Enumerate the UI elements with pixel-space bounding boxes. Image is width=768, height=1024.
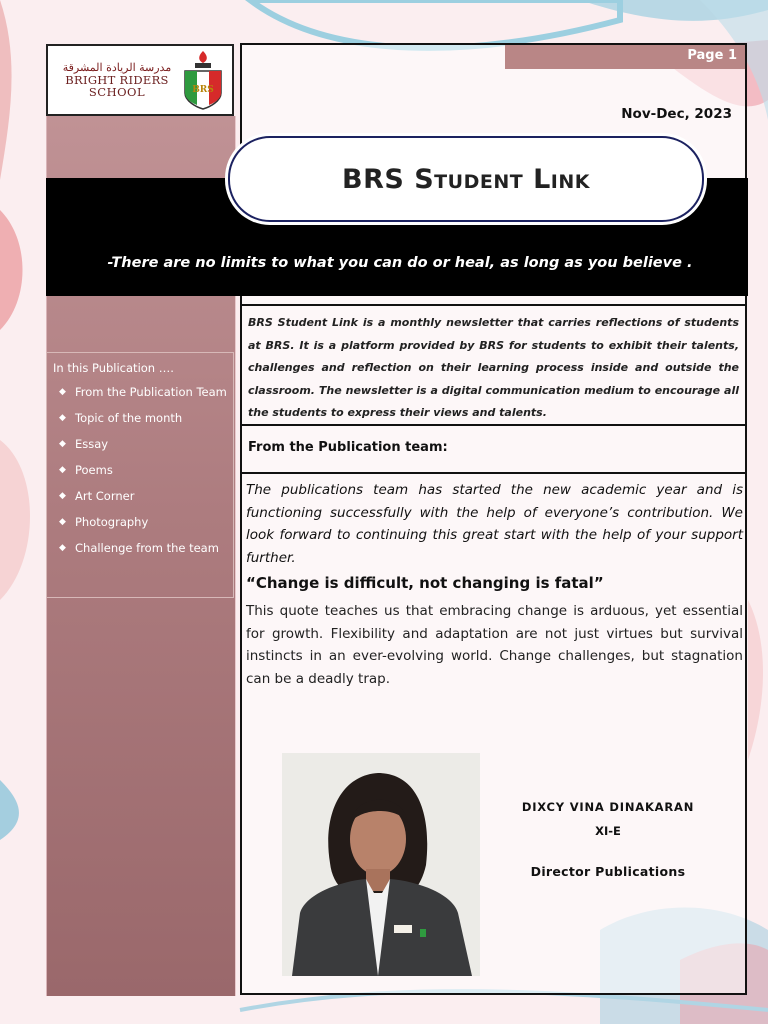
toc-item[interactable] — [53, 513, 227, 532]
diamond-bullet-icon: ◆ — [59, 465, 66, 475]
toc-item[interactable] — [53, 409, 227, 428]
quote-paragraph: This quote teaches us that embracing change is arduous, yet essential for growth. Flexibility and adaptation are not just virtues but survival instincts in an ever-evolving world. Change challenges, but stagnation can be a deadly trap. — [246, 603, 743, 687]
logo-arabic-name: مدرسة الريادة المشرقة — [62, 61, 172, 75]
toc-item[interactable] — [53, 461, 227, 480]
diamond-bullet-icon: ◆ — [59, 491, 66, 501]
page-number-tab: Page 1 — [505, 45, 745, 69]
author-info — [498, 800, 718, 879]
school-logo — [46, 44, 234, 116]
diamond-bullet-icon: ◆ — [59, 543, 66, 553]
author-photo — [282, 753, 480, 976]
toc-item-label: Art Corner — [75, 489, 135, 503]
section-heading: From the Publication team: — [248, 440, 448, 455]
toc-item-label: From the Publication Team — [75, 385, 227, 399]
author-class: XI-E — [595, 824, 621, 838]
toc-title: In this Publication …. — [53, 361, 174, 375]
author-role: Director Publications — [530, 864, 686, 879]
logo-name-line2: SCHOOL — [88, 84, 146, 99]
logo-name-line1: BRIGHT RIDERS — [65, 72, 169, 87]
crest-text: BRS — [192, 85, 214, 95]
diamond-bullet-icon: ◆ — [59, 517, 66, 527]
portrait-image — [282, 753, 480, 976]
logo-text — [54, 62, 180, 98]
motto: -There are no limits to what you can do or heal, as long as you believe . — [107, 255, 693, 271]
toc-item-label: Essay — [75, 437, 109, 451]
toc-item-label: Photography — [75, 515, 149, 529]
toc-item-label: Poems — [75, 463, 113, 477]
toc-item[interactable] — [53, 539, 227, 558]
newsletter-title: BRS Student Link — [342, 163, 590, 195]
section-divider — [242, 472, 745, 474]
toc-item-label: Topic of the month — [75, 411, 183, 425]
quote-heading: “Change is difficult, not changing is fatal” — [246, 574, 604, 592]
table-of-contents — [46, 352, 234, 598]
diamond-bullet-icon: ◆ — [59, 439, 66, 449]
team-paragraph: The publications team has started the new academic year and is functioning successfully with the help of everyone’s contribution. We look forward to continuing this great start with the help of your support further. — [246, 482, 743, 566]
toc-list — [53, 383, 227, 558]
intro-paragraph: BRS Student Link is a monthly newsletter that carries reflections of students at BRS. It is a platform provided by BRS for students to exhibit their talents, challenges and reflection on their learning process inside and outside the classroom. The newsletter is a digital communication medium to encourage all the students to express their views and talents. — [242, 304, 745, 426]
diamond-bullet-icon: ◆ — [59, 387, 66, 397]
newsletter-title-pill — [228, 136, 704, 222]
toc-item[interactable] — [53, 383, 227, 402]
issue-date: Nov-Dec, 2023 — [621, 106, 732, 122]
diamond-bullet-icon: ◆ — [59, 413, 66, 423]
school-crest-icon — [180, 49, 226, 111]
author-name: DIXCY VINA DINAKARAN — [521, 800, 695, 814]
toc-item[interactable] — [53, 435, 227, 454]
toc-item[interactable] — [53, 487, 227, 506]
toc-item-label: Challenge from the team — [75, 541, 219, 555]
